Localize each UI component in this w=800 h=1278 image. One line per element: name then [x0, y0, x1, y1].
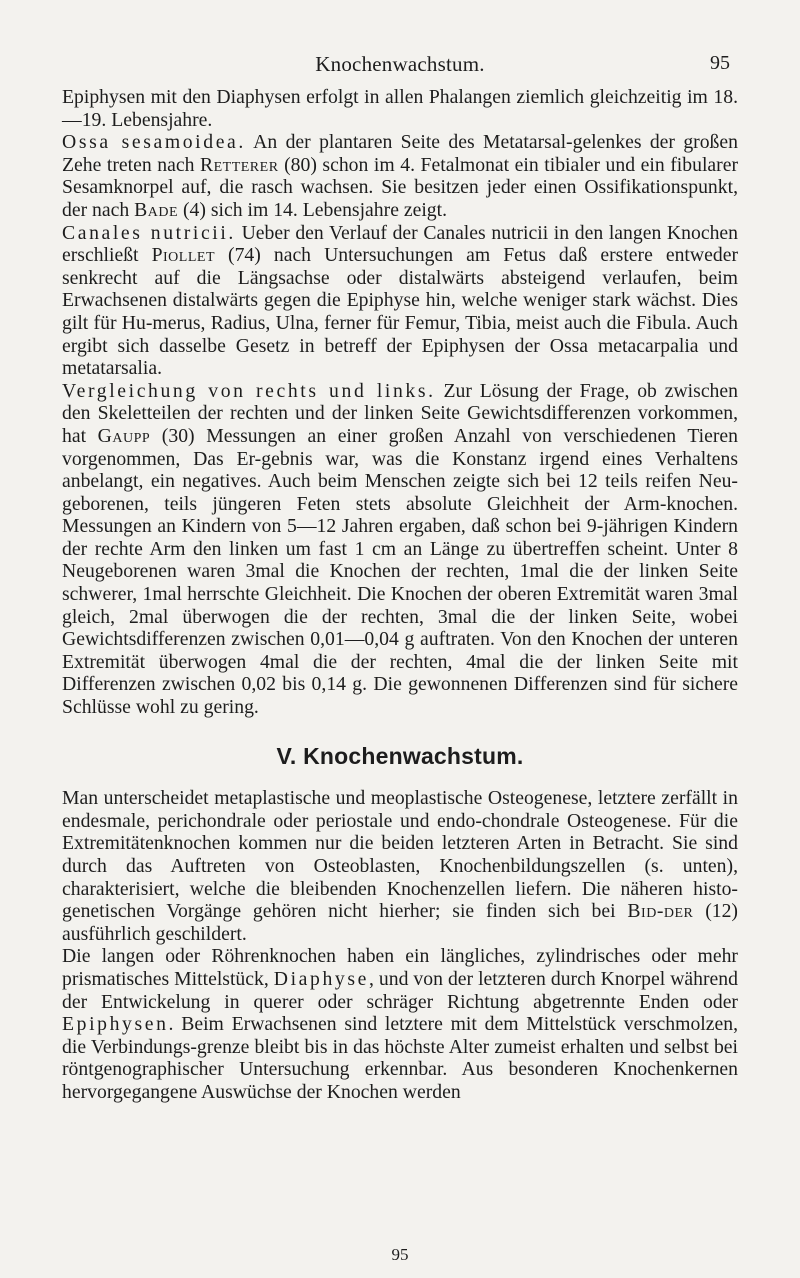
author-name: Retterer: [199, 153, 279, 176]
paragraph-text: Man unterscheidet metaplastische und meoplastische Osteogenese, letztere zerfällt in endesmale, perichondrale oder periostale und endo-chondrale Osteogenese. Für die Extremitätenknochen kommen nur die beiden letzteren Arten in Betracht. Sie sind durch das Auftreten von Osteoblasten, Knochenbildungszellen (s. unten), charakterisiert, welche die bleibenden Knochenzellen liefern. Die näheren histo-genetischen Vorgänge gehören nicht hierher; sie finden sich bei: [62, 787, 738, 923]
paragraph-lead: Canales nutricii.: [62, 221, 236, 244]
paragraph-osteogenese: [62, 787, 738, 945]
paragraph-ossa-sesamoidea: [62, 131, 738, 221]
running-head: Knochenwachstum.: [315, 52, 485, 76]
paragraph-text: (12) ausführlich geschildert.: [62, 900, 738, 945]
paragraph-text: An der plantaren Seite des Metatarsal-gelenkes der großen Zehe treten nach: [62, 131, 738, 176]
page-number-bottom: 95: [391, 1245, 409, 1264]
paragraph-text: (4) sich im 14. Lebensjahre zeigt.: [178, 198, 448, 221]
paragraph-epiphysen: [62, 86, 738, 131]
paragraph-text: Zur Lösung der Frage, ob zwischen den Skeletteilen der rechten und der linken Seite Gewichtsdifferenzen vorkommen, hat: [62, 379, 738, 447]
paragraph-text: Epiphysen mit den Diaphysen erfolgt in allen Phalangen ziemlich gleichzeitig im 18.—19. Lebensjahre.: [62, 86, 738, 131]
paragraph-text: Die langen oder Röhrenknochen haben ein längliches, zylindrisches oder mehr prismatisches Mittelstück,: [62, 945, 738, 990]
paragraph-text: (80) schon im 4. Fetalmonat ein tibialer und ein fibularer Sesamknorpel auf, die rasch wachsen. Sie besitzen jeder einen Ossifikationspunkt, der nach: [62, 153, 738, 221]
paragraph-canales-nutricii: [62, 222, 738, 380]
author-name: Bade: [134, 198, 179, 221]
paragraph-text: Ueber den Verlauf der Canales nutricii in den langen Knochen erschließt: [62, 221, 738, 267]
author-name: Piollet: [151, 244, 215, 267]
author-name: Gaupp: [97, 424, 151, 447]
page-number-top: 95: [710, 52, 730, 74]
paragraph-text: . Beim Erwachsenen sind letztere mit dem Mittelstück verschmolzen, die Verbindungs-grenze bleibt bis in das höchste Alter zumeist erhalten und selbst bei röntgenographischer Untersuchung erkennbar. Aus besonderen Knochenkernen hervorgegangene Auswüchse der Knochen werden: [62, 1013, 738, 1103]
paragraph-text: (30) Messungen an einer großen Anzahl von verschiedenen Tieren vorgenommen, Das Er-gebnis war, was die Konstanz irgend eines Verhaltens anbelangt, ein negatives. Auch beim Menschen zeigte sich bei 12 teils reifen Neu-geborenen, teils jüngeren Feten stets absolute Gleichheit der Arm-knochen. Messungen an Kindern von 5—12 Jahren ergaben, daß schon bei 9-jährigen Kindern der rechte Arm den linken um fast 1 cm an Länge zu übertreffen scheint. Unter 8 Neugeborenen waren 3mal die Knochen der rechten, 1mal die der linken Seite schwerer, 1mal herrschte Gleichheit. Die Knochen der oberen Extremität waren 3mal gleich, 2mal überwogen die der rechten, 3mal die der linken Seite, wobei Gewichtsdifferenzen zwischen 0,01—0,04 g auftraten. Von den Knochen der unteren Extremität überwogen 4mal die der rechten, 4mal die der linken Seite mit Differenzen zwischen 0,02 bis 0,14 g. Die gewonnenen Differenzen sind für sichere Schlüsse wohl zu gering.: [62, 424, 738, 719]
term-epiphysen: Epiphysen: [62, 1013, 169, 1036]
term-diaphyse: Diaphyse: [273, 967, 369, 990]
paragraph-roehrenknochen: [62, 945, 738, 1103]
paragraph-text: , und von der letzteren durch Knorpel während der Entwickelung in querer oder schräger Richtung abgetrennte Enden oder: [62, 967, 738, 1013]
paragraph-lead: Ossa sesamoidea.: [62, 131, 246, 154]
author-name: Bid-der: [627, 900, 694, 923]
page-body: [62, 86, 738, 1104]
section-heading: V. Knochenwachstum.: [276, 742, 524, 769]
paragraph-text: (74) nach Untersuchungen am Fetus daß erstere entweder senkrecht auf die Längsachse oder distalwärts absteigend verlaufen, beim Erwachsenen distalwärts gegen die Epiphyse hin, welche weniger stark wächst. Dies gilt für Hu-merus, Radius, Ulna, ferner für Femur, Tibia, meist auch die Fibula. Auch ergibt sich dasselbe Gesetz in betreff der Epiphysen der Ossa metacarpalia und metatarsalia.: [62, 244, 738, 380]
paragraph-lead: Vergleichung von rechts und links.: [62, 379, 436, 402]
page-header: [62, 52, 738, 76]
paragraph-vergleichung: [62, 380, 738, 719]
